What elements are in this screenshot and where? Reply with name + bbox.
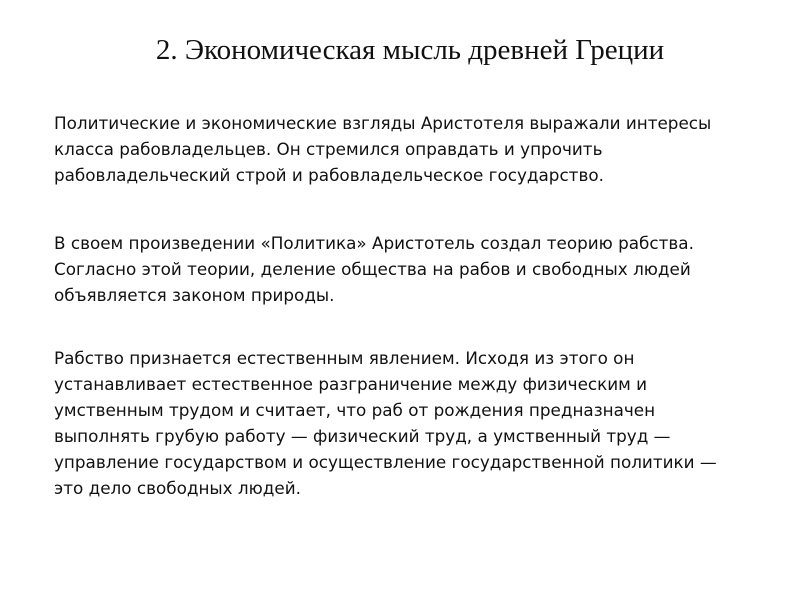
paragraph-line: Политические и экономические взгляды Аристотеля выражали интересы (54, 113, 712, 133)
paragraph-line: это дело свободных людей. (54, 478, 301, 498)
paragraph-line: умственным трудом и считает, что раб от рождения предназначен (54, 400, 656, 420)
paragraph-line: управление государством и осуществление государственной политики — (54, 452, 717, 472)
paragraph-3 (54, 345, 717, 501)
paragraph-line: В своем произведении «Политика» Аристотель создал теорию рабства. (54, 233, 694, 253)
paragraph-line: Рабство признается естественным явлением. Исходя из этого он (54, 348, 635, 368)
paragraph-line: Согласно этой теории, деление общества на рабов и свободных людей (54, 259, 691, 279)
paragraph-line: класса рабовладельцев. Он стремился оправдать и упрочить (54, 139, 603, 159)
paragraph-line: устанавливает естественное разграничение между физическим и (54, 374, 648, 394)
slide-title: 2. Экономическая мысль древней Греции (155, 34, 665, 66)
paragraph-2 (54, 230, 694, 308)
paragraph-line: выполнять грубую работу — физический труд, а умственный труд — (54, 426, 671, 446)
paragraph-1 (54, 110, 711, 188)
paragraph-line: рабовладельческий строй и рабовладельческое государство. (54, 165, 604, 185)
paragraph-line: объявляется законом природы. (54, 285, 335, 305)
